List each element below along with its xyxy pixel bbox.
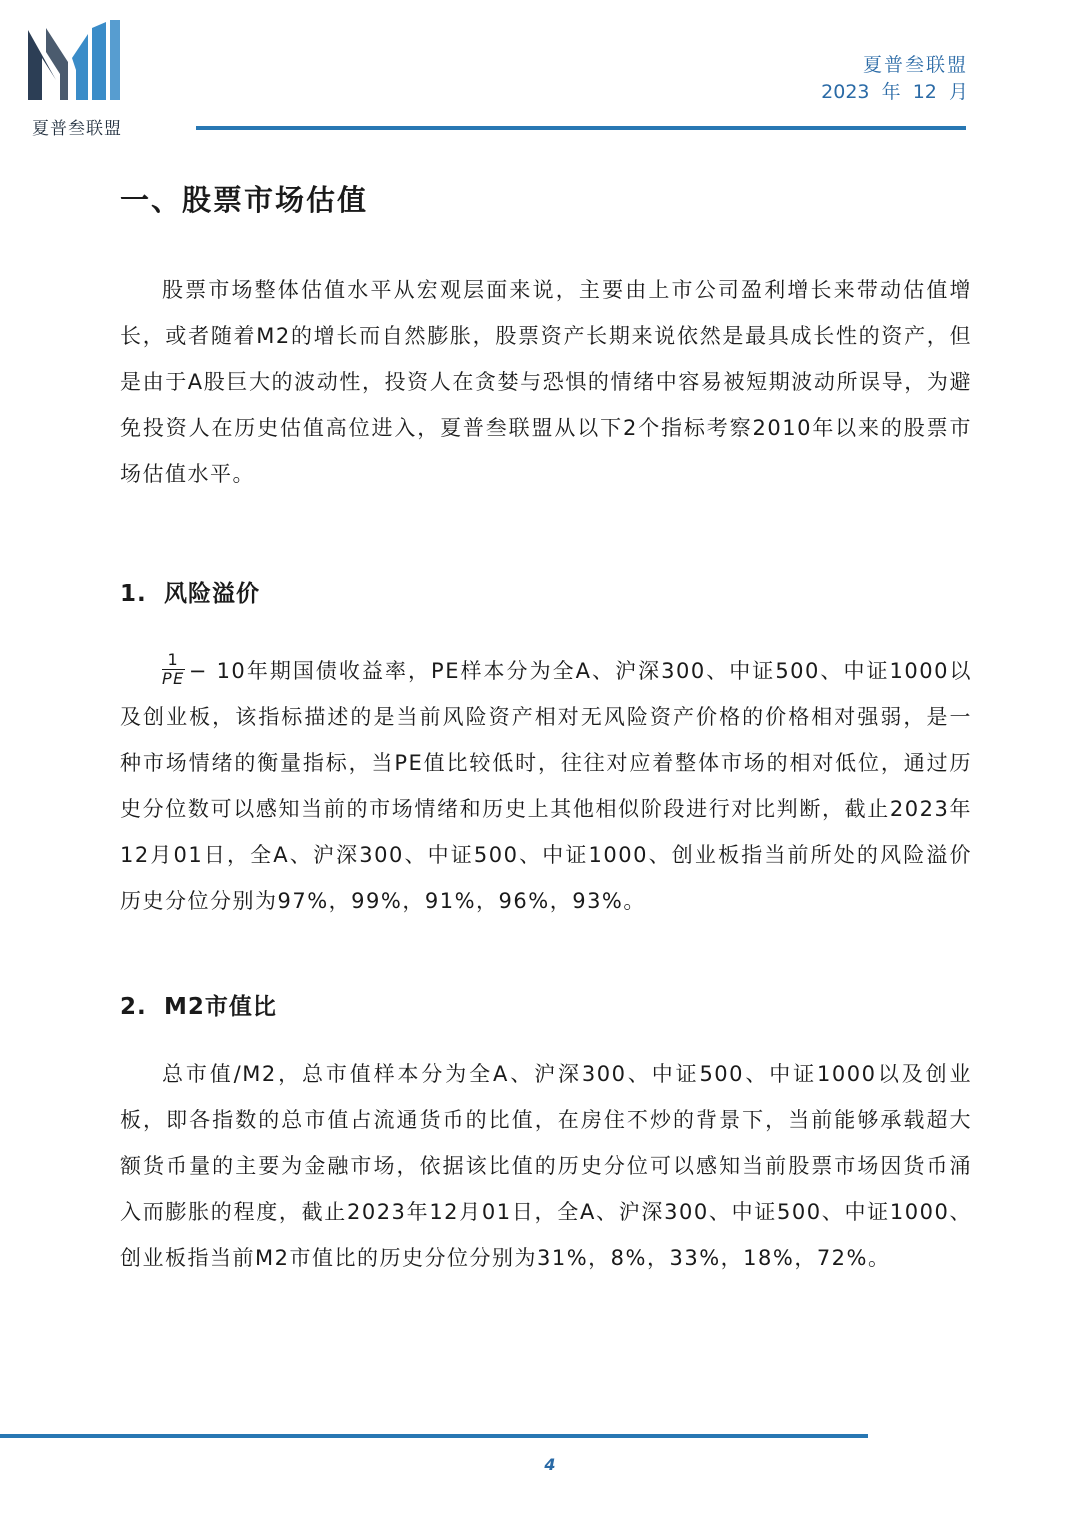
subsection-number: 1. [120, 581, 147, 607]
brand-logo [22, 18, 132, 138]
subsection-title-m2-ratio [120, 988, 972, 1021]
risk-premium-body: − 10年期国债收益率，PE样本分为全A、沪深300、中证500、中证1000以及创业板，该指标描述的是当前风险资产相对无风险资产价格的价格相对强弱，是一种市场情绪的衡量指标，当PE值比较低时，往往对应着整体市场的相对低位，通过历史分位数可以感知当前的市场情绪和历史上其他相似阶段进行对比判断，截止2023年12月01日，全A、沪深300、中证500、中证1000、创业板指当前所处的风险溢价历史分位分别为97%，99%，91%，96%，93%。 [120, 659, 972, 913]
header-divider [196, 126, 966, 130]
subsection-title-risk-premium [120, 575, 972, 608]
header-info [821, 52, 968, 106]
subsection-title-text: M2市值比 [164, 994, 277, 1020]
formula-fraction [162, 651, 185, 688]
section-intro-paragraph: 股票市场整体估值水平从宏观层面来说，主要由上市公司盈利增长来带动估值增长，或者随着M2的增长而自然膨胀，股票资产长期来说依然是最具成长性的资产，但是由于A股巨大的波动性，投资人在贪婪与恐惧的情绪中容易被短期波动所误导，为避免投资人在历史估值高位进入，夏普叁联盟从以下2个指标考察2010年以来的股票市场估值水平。 [120, 278, 972, 486]
main-content [120, 178, 972, 1281]
header-date-year-unit: 年 [881, 81, 901, 103]
formula-denominator: PE [162, 668, 185, 688]
header-date-month: 12 [912, 81, 937, 103]
header-date-month-unit: 月 [948, 81, 968, 103]
header-date [821, 79, 968, 106]
risk-premium-paragraph [120, 648, 972, 924]
section-title: 一、股票市场估值 [120, 183, 369, 217]
logo-caption: 夏普叁联盟 [32, 119, 122, 139]
formula-numerator: 1 [162, 651, 185, 670]
header-brand: 夏普叁联盟 [862, 54, 968, 76]
footer-divider [0, 1434, 868, 1438]
logo-mark-icon [22, 18, 132, 108]
m2-ratio-paragraph: 总市值/M2，总市值样本分为全A、沪深300、中证500、中证1000以及创业板，即各指数的总市值占流通货币的比值，在房住不炒的背景下，当前能够承载超大额货币量的主要为金融市场，依据该比值的历史分位可以感知当前股票市场因货币涌入而膨胀的程度，截止2023年12月01日，全A、沪深300、中证500、中证1000、创业板指当前M2市值比的历史分位分别为31%，8%，33%，18%，72%。 [120, 1062, 972, 1270]
subsection-number: 2. [120, 994, 147, 1020]
header-date-year: 2023 [821, 81, 870, 103]
subsection-title-text: 风险溢价 [164, 581, 260, 607]
page-number: 4 [544, 1455, 556, 1474]
